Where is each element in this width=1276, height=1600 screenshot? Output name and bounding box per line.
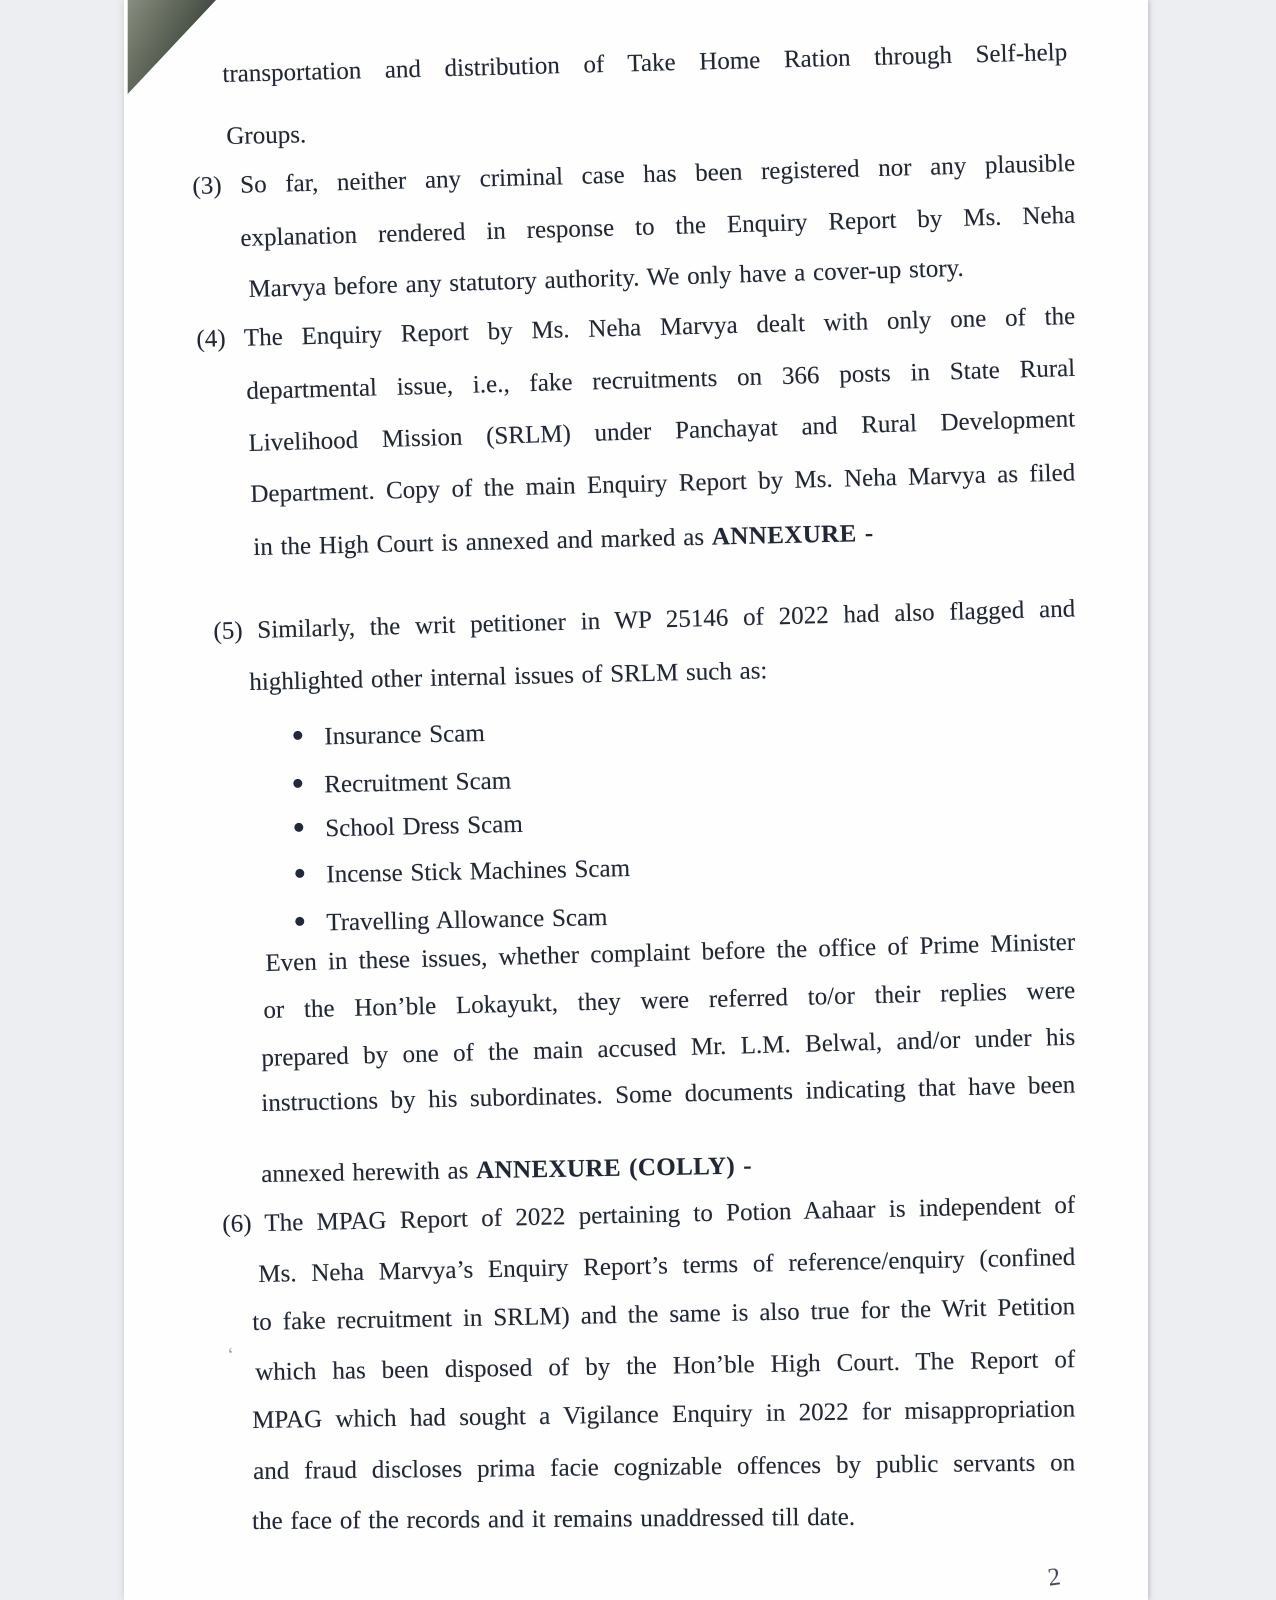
document-line: departmental issue, i.e., fake recruitments on 366 posts in State Rural [246,354,1076,405]
document-line: (6) The MPAG Report of 2022 pertaining to Potion Aahaar is independent of [222,1191,1076,1238]
document-line: which has been disposed of by the Hon’ble High Court. The Report of [255,1346,1076,1386]
bullet-label: School Dress Scam [325,810,524,843]
document-line: and fraud discloses prima facie cognizable offences by public servants on [253,1449,1076,1485]
line-text: annexed herewith as [261,1157,477,1188]
document-line: (3) So far, neither any criminal case has been registered nor any plausible [192,149,1076,200]
document-line: the face of the records and it remains unaddressed till date. [252,1503,856,1535]
bullet-label: Recruitment Scam [324,767,512,799]
page-number: 2 [1046,1563,1063,1592]
line-text: in the High Court is annexed and marked as [253,523,713,561]
scan-speck-artifact: ‘ [226,1343,237,1367]
bullet-icon [293,731,302,740]
document-line: Ms. Neha Marvya’s Enquiry Report’s terms of reference/enquiry (confined [258,1243,1076,1288]
document-line: to fake recruitment in SRLM) and the same is also true for the Writ Petition [252,1293,1076,1336]
bullet-label: Travelling Allowance Scam [326,904,608,937]
bullet-icon [295,869,304,878]
document-line: transportation and distribution of Take Home Ration through Self-help [222,38,1068,88]
bullet-icon [293,779,302,788]
bullet-list-item [293,717,485,754]
document-line: Livelihood Mission (SRLM) under Panchayat and Rural Development [248,405,1076,457]
bullet-list-item [295,852,630,892]
document-line: instructions by his subordinates. Some documents indicating that have been [261,1071,1076,1117]
document-line: (5) Similarly, the writ petitioner in WP 25146 of 2022 had also flagged and [213,595,1076,645]
document-line: Groups. [226,121,307,150]
document-line: Department. Copy of the main Enquiry Report by Ms. Neha Marvya as filed [250,459,1076,508]
document-line: prepared by one of the main accused Mr. L.M. Belwal, and/or under his [261,1023,1076,1072]
bullet-label: Insurance Scam [324,719,486,751]
bullet-label: Incense Stick Machines Scam [326,854,631,889]
bullet-icon [294,823,303,832]
document-line: or the Hon’ble Lokayukt, they were referred to/or their replies were [263,977,1076,1024]
document-line: Marvya before any statutory authority. We only have a cover-up story. [248,254,965,303]
document-line: highlighted other internal issues of SRLM such as: [249,657,768,696]
bullet-icon [295,917,304,926]
bullet-list-item [295,901,608,940]
bullet-list-item [294,808,523,846]
document-line: MPAG which had sought a Vigilance Enquiry in 2022 for misappropriation [252,1395,1076,1434]
document-line: (4) The Enquiry Report by Ms. Neha Marvya dealt with only one of the [196,302,1076,353]
line-text-bold: ANNEXURE - [711,519,874,551]
document-line: Even in these issues, whether complaint before the office of Prime Minister [265,928,1076,977]
line-text-bold: ANNEXURE (COLLY) - [475,1152,753,1185]
bullet-list-item [293,764,512,802]
document-line: explanation rendered in response to the Enquiry Report by Ms. Neha [240,201,1076,252]
